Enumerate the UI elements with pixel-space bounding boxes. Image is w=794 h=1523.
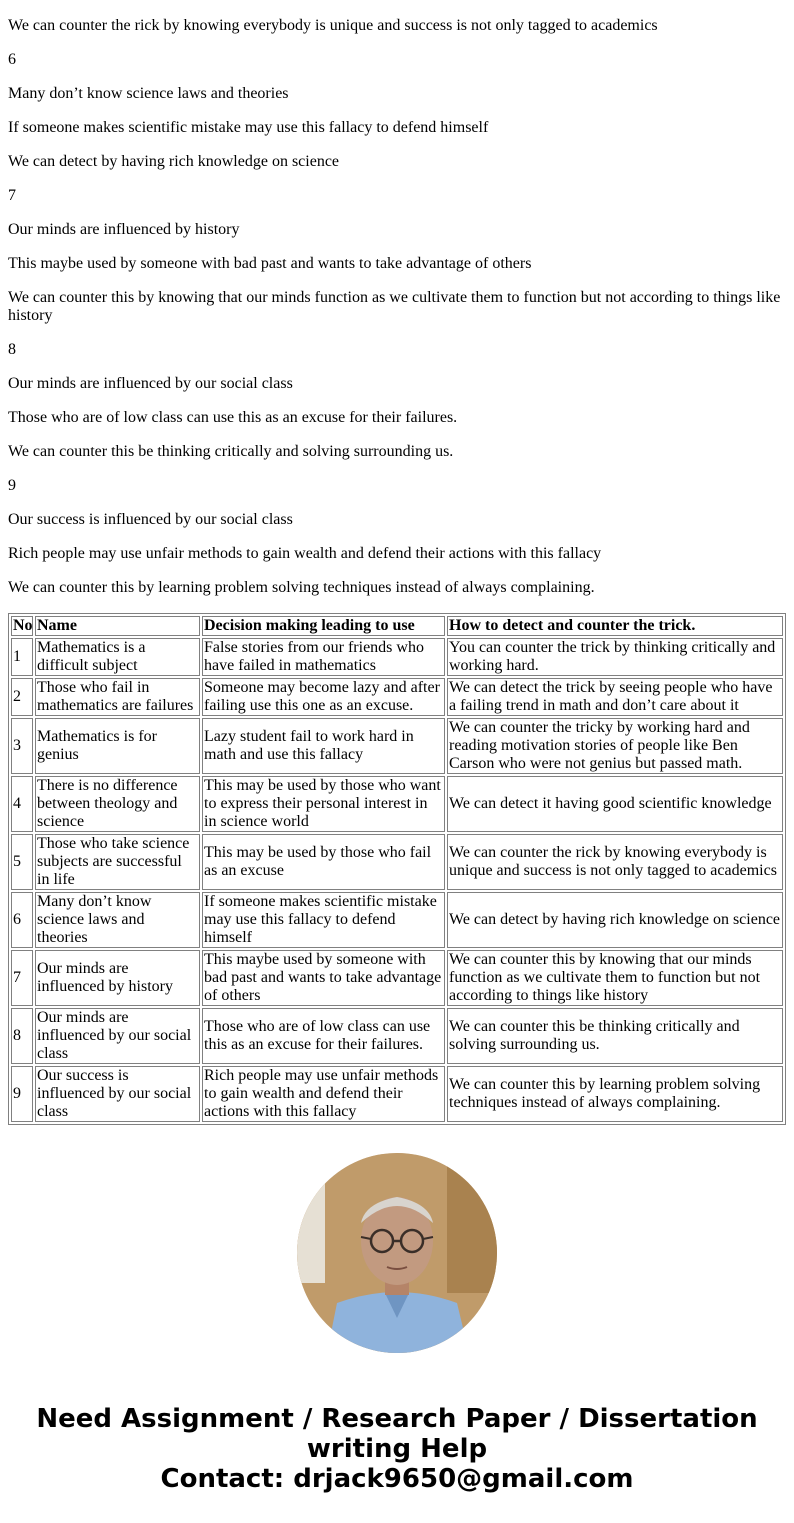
cell-no: 4 (11, 776, 33, 832)
cell-no: 2 (11, 678, 33, 716)
section-number: 8 (8, 341, 16, 358)
table-row (11, 1008, 783, 1064)
cell-no: 3 (11, 718, 33, 774)
paragraph: Our minds are influenced by history (8, 221, 240, 238)
column-header-decision: Decision making leading to use (202, 616, 445, 636)
cell-decision: Rich people may use unfair methods to gain wealth and defend their actions with this fallacy (202, 1066, 445, 1122)
cell-name: Those who fail in mathematics are failures (35, 678, 200, 716)
cell-name: Many don’t know science laws and theories (35, 892, 200, 948)
paragraph: Our success is influenced by our social class (8, 511, 293, 528)
paragraph: Our minds are influenced by our social class (8, 375, 293, 392)
fallacy-table (8, 613, 786, 1125)
table-row (11, 718, 783, 774)
table-row (11, 1066, 783, 1122)
cell-name: Our minds are influenced by history (35, 950, 200, 1006)
paragraph: We can counter the rick by knowing everybody is unique and success is not only tagged to academics (8, 17, 658, 34)
cell-counter: We can detect it having good scientific knowledge (447, 776, 783, 832)
cell-decision: Someone may become lazy and after failing use this one as an excuse. (202, 678, 445, 716)
cell-decision: This may be used by those who fail as an excuse (202, 834, 445, 890)
contact-email: Contact: drjack9650@gmail.com (160, 1464, 634, 1494)
table-row (11, 638, 783, 676)
cell-name: Those who take science subjects are successful in life (35, 834, 200, 890)
document-body (8, 0, 786, 1125)
cell-no: 1 (11, 638, 33, 676)
paragraph: We can counter this by learning problem solving techniques instead of always complaining. (8, 579, 595, 596)
cell-counter: We can counter the rick by knowing everybody is unique and success is not only tagged to academics (447, 834, 783, 890)
cell-decision: Those who are of low class can use this as an excuse for their failures. (202, 1008, 445, 1064)
cell-counter: We can detect the trick by seeing people who have a failing trend in math and don’t care about it (447, 678, 783, 716)
paragraph (8, 0, 786, 1)
cell-counter: We can counter this be thinking critically and solving surrounding us. (447, 1008, 783, 1064)
cell-name: Our minds are influenced by our social class (35, 1008, 200, 1064)
cell-name: There is no difference between theology and science (35, 776, 200, 832)
cell-name: Our success is influenced by our social class (35, 1066, 200, 1122)
paragraph: We can counter this be thinking critically and solving surrounding us. (8, 443, 454, 460)
cell-counter: We can counter this by learning problem solving techniques instead of always complaining. (447, 1066, 783, 1122)
contact-footer (0, 1150, 794, 1494)
cell-counter: We can counter this by knowing that our minds function as we cultivate them to function but not according to things like history (447, 950, 783, 1006)
section-number: 9 (8, 477, 16, 494)
cell-decision: If someone makes scientific mistake may use this fallacy to defend himself (202, 892, 445, 948)
table-row (11, 678, 783, 716)
paragraph: If someone makes scientific mistake may use this fallacy to defend himself (8, 119, 489, 136)
cell-decision: This may be used by those who want to express their personal interest in in science world (202, 776, 445, 832)
column-header-name: Name (35, 616, 200, 636)
paragraph: This maybe used by someone with bad past and wants to take advantage of others (8, 255, 532, 272)
cell-decision: This maybe used by someone with bad past and wants to take advantage of others (202, 950, 445, 1006)
cell-no: 6 (11, 892, 33, 948)
table-header-row (11, 616, 783, 636)
paragraph: Rich people may use unfair methods to gain wealth and defend their actions with this fallacy (8, 545, 602, 562)
paragraph: We can detect by having rich knowledge on science (8, 153, 340, 170)
table-row (11, 834, 783, 890)
paragraph: We can counter this by knowing that our minds function as we cultivate them to function but not according to things like history (8, 289, 781, 324)
cell-decision: Lazy student fail to work hard in math and use this fallacy (202, 718, 445, 774)
table-row (11, 892, 783, 948)
table-row (11, 950, 783, 1006)
cell-name: Mathematics is a difficult subject (35, 638, 200, 676)
cell-no: 5 (11, 834, 33, 890)
avatar-portrait (297, 1153, 497, 1353)
avatar (297, 1153, 497, 1353)
column-header-counter: How to detect and counter the trick. (447, 616, 783, 636)
cell-no: 7 (11, 950, 33, 1006)
cell-counter: We can counter the tricky by working hard and reading motivation stories of people like Ben Carson who were not genius but passed math. (447, 718, 783, 774)
section-number: 7 (8, 187, 16, 204)
cell-name: Mathematics is for genius (35, 718, 200, 774)
paragraph: Those who are of low class can use this as an excuse for their failures. (8, 409, 458, 426)
table-row (11, 776, 783, 832)
cell-counter: You can counter the trick by thinking critically and working hard. (447, 638, 783, 676)
cell-counter: We can detect by having rich knowledge on science (447, 892, 783, 948)
cell-decision: False stories from our friends who have failed in mathematics (202, 638, 445, 676)
column-header-no: No (13, 617, 33, 634)
contact-banner (0, 1404, 794, 1494)
cell-no: 9 (11, 1066, 33, 1122)
cell-no: 8 (11, 1008, 33, 1064)
assignment-help-heading: Need Assignment / Research Paper / Dissertation writing Help (36, 1404, 758, 1464)
paragraph: Many don’t know science laws and theories (8, 85, 289, 102)
section-number: 6 (8, 51, 16, 68)
